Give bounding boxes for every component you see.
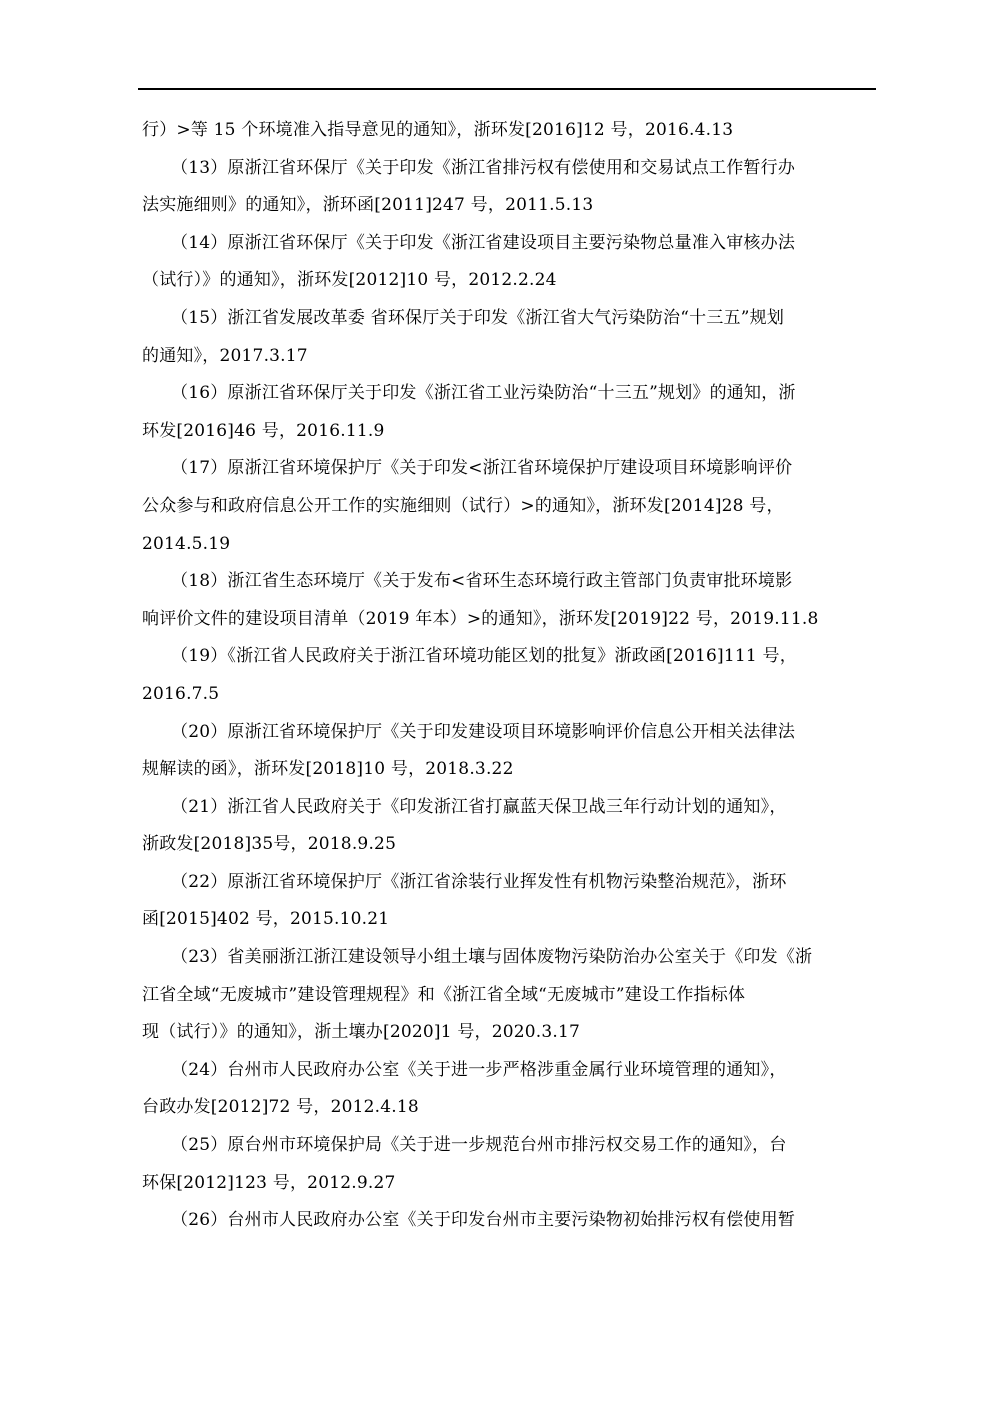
list-line: 函[2015]402 号，2015.10.21	[142, 909, 390, 930]
list-line: 浙政发[2018]35号，2018.9.25	[142, 834, 397, 855]
list-item: （21）浙江省人民政府关于《印发浙江省打赢蓝天保卫战三年行动计划的通知》，	[171, 796, 787, 817]
list-line: 响评价文件的建设项目清单（2019 年本）>的通知》，浙环发[2019]22 号，2019.11.8	[142, 608, 819, 629]
header-rule	[138, 88, 876, 90]
list-item: （26）台州市人民政府办公室《关于印发台州市主要污染物初始排污权有偿使用暂	[171, 1210, 796, 1231]
list-item: （15）浙江省发展改革委 省环保厅关于印发《浙江省大气污染防治“十三五”规划	[171, 307, 785, 328]
list-line: 法实施细则》的通知》，浙环函[2011]247 号，2011.5.13	[142, 195, 594, 216]
list-item: （19）《浙江省人民政府关于浙江省环境功能区划的批复》浙政函[2016]111 号，	[171, 646, 797, 667]
list-line: 现（试行）》的通知》，浙土壤办[2020]1 号，2020.3.17	[142, 1022, 581, 1043]
list-line: 行）>等 15 个环境准入指导意见的通知》，浙环发[2016]12 号，2016.4.13	[142, 120, 734, 140]
list-line: 2014.5.19	[142, 533, 231, 554]
list-item: （14）原浙江省环保厅《关于印发《浙江省建设项目主要污染物总量准入审核办法	[171, 232, 796, 253]
list-item: （13）原浙江省环保厅《关于印发《浙江省排污权有偿使用和交易试点工作暂行办	[171, 157, 796, 178]
list-line: 台政办发[2012]72 号，2012.4.18	[142, 1097, 419, 1118]
regulation-list	[142, 112, 878, 1240]
list-line: 公众参与和政府信息公开工作的实施细则（试行）>的通知》，浙环发[2014]28 号，	[142, 495, 784, 516]
list-line: 环发[2016]46 号，2016.11.9	[142, 420, 385, 441]
list-item: （16）原浙江省环保厅关于印发《浙江省工业污染防治“十三五”规划》的通知，浙	[171, 383, 796, 404]
list-item: （23）省美丽浙江浙江建设领导小组土壤与固体废物污染防治办公室关于《印发《浙	[171, 947, 813, 968]
list-line: 的通知》，2017.3.17	[142, 345, 308, 366]
list-item: （17）原浙江省环境保护厅《关于印发<浙江省环境保护厅建设项目环境影响评价	[171, 458, 793, 479]
list-line: （试行）》的通知》，浙环发[2012]10 号，2012.2.24	[142, 270, 557, 291]
list-line: 环保[2012]123 号，2012.9.27	[142, 1172, 396, 1193]
list-item: （20）原浙江省环境保护厅《关于印发建设项目环境影响评价信息公开相关法律法	[171, 721, 796, 742]
list-item: （25）原台州市环境保护局《关于进一步规范台州市排污权交易工作的通知》，台	[171, 1135, 787, 1156]
list-line: 规解读的函》，浙环发[2018]10 号，2018.3.22	[142, 759, 514, 780]
list-line: 江省全域“无废城市”建设管理规程》和《浙江省全域“无废城市”建设工作指标体	[142, 984, 746, 1005]
list-line: 2016.7.5	[142, 683, 220, 704]
list-item: （18）浙江省生态环境厅《关于发布<省环生态环境行政主管部门负责审批环境影	[171, 571, 793, 592]
list-item: （22）原浙江省环境保护厅《浙江省涂装行业挥发性有机物污染整治规范》，浙环	[171, 871, 787, 892]
list-item: （24）台州市人民政府办公室《关于进一步严格涉重金属行业环境管理的通知》，	[171, 1059, 787, 1080]
